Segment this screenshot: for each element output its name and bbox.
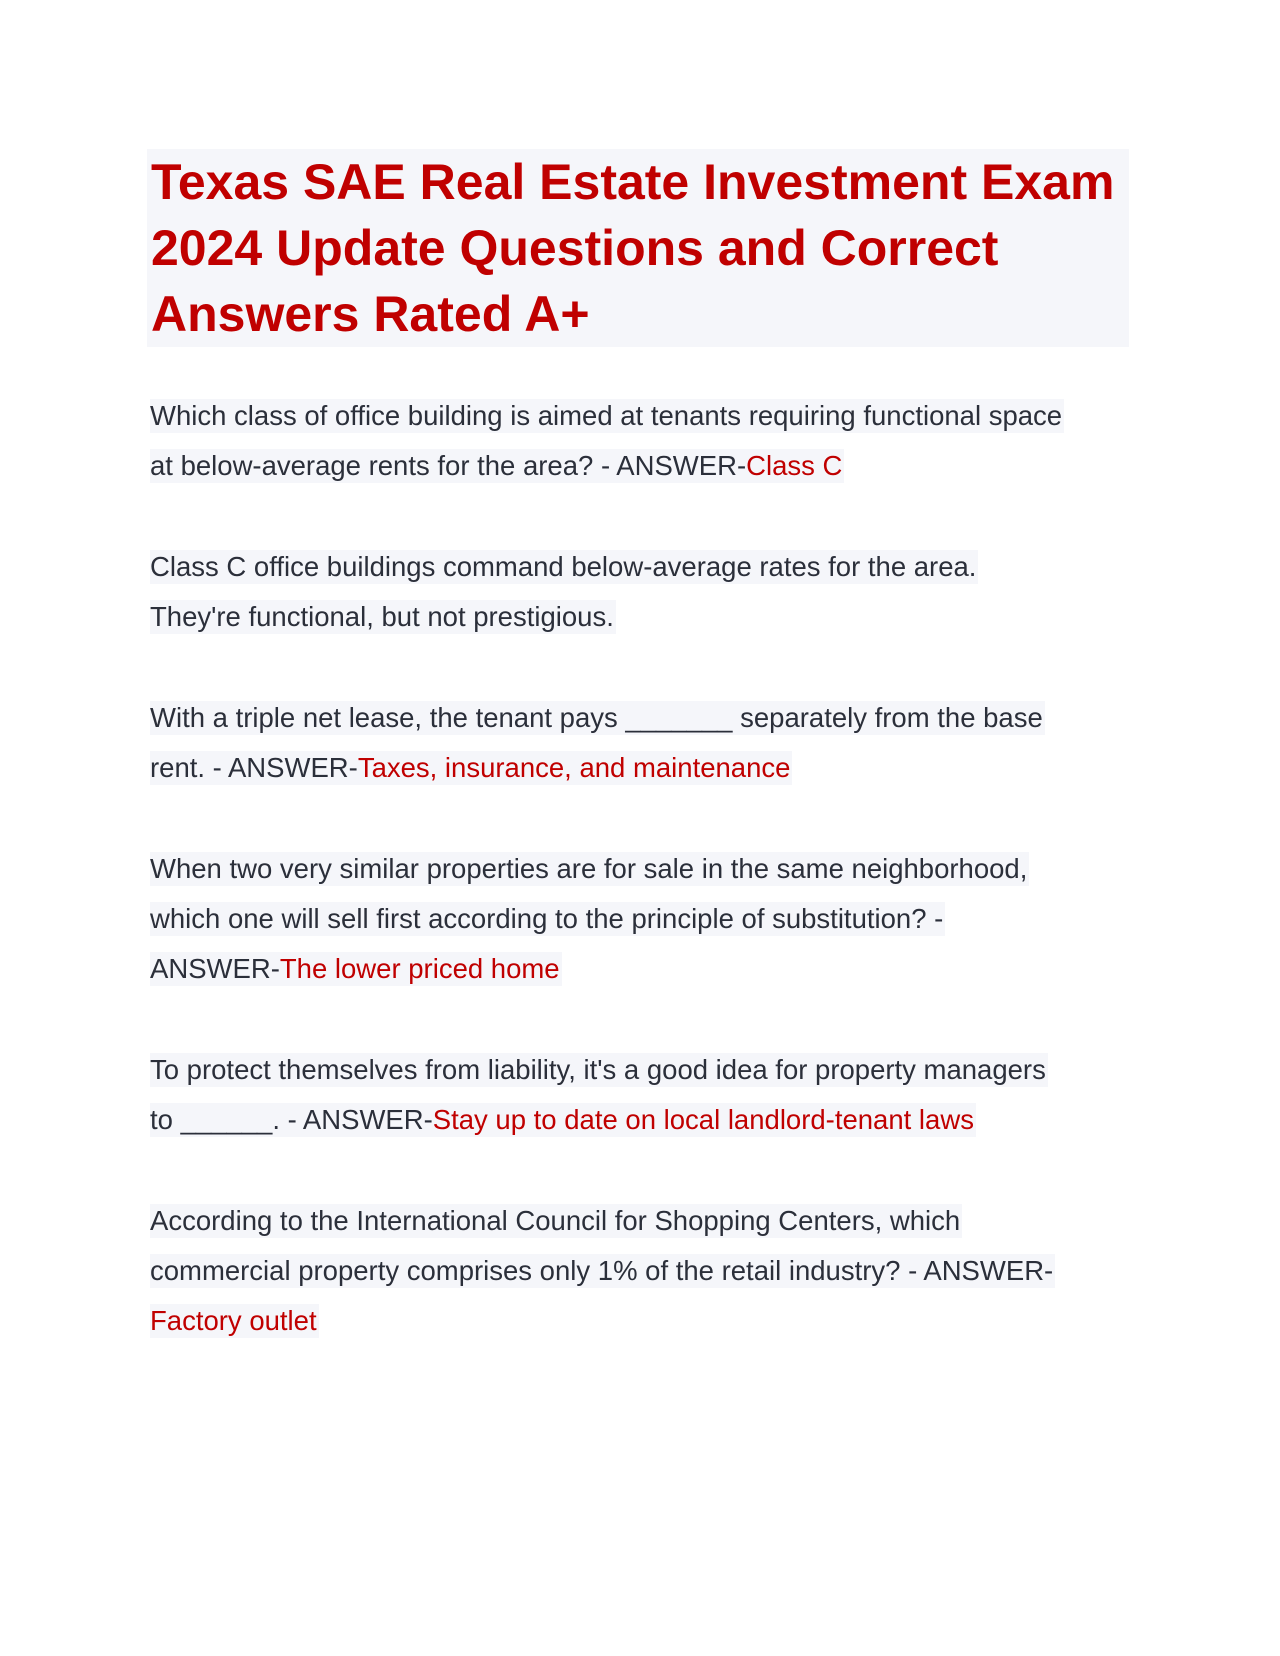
- question-2-line-2: [150, 751, 792, 785]
- explanation-line-1: [150, 550, 978, 584]
- question-text: commercial property comprises only 1% of the retail industry? - ANSWER-: [150, 1255, 1054, 1286]
- question-2-line-1: [150, 701, 1045, 735]
- question-3-line-1: [150, 852, 1029, 886]
- title-line-3: Answers Rated A+: [151, 286, 590, 342]
- question-1-line-2: [150, 449, 844, 483]
- title-line-1: Texas SAE Real Estate Investment Exam: [151, 154, 1115, 210]
- explanation-text: Class C office buildings command below-average rates for the area.: [150, 551, 977, 582]
- question-text: at below-average rents for the area? - ANSWER-: [150, 450, 747, 481]
- question-text: To protect themselves from liability, it's a good idea for property managers: [150, 1054, 1046, 1085]
- question-text: ANSWER-: [150, 953, 280, 984]
- explanation-text: They're functional, but not prestigious.: [150, 601, 614, 632]
- question-1-line-1: [150, 399, 1064, 433]
- question-3-line-2: [150, 902, 945, 936]
- question-5-line-3: [150, 1304, 319, 1338]
- title-line-2: 2024 Update Questions and Correct: [151, 220, 999, 276]
- answer-text: Stay up to date on local landlord-tenant laws: [432, 1104, 974, 1135]
- question-text: to ______. - ANSWER-: [150, 1104, 433, 1135]
- document-title: [147, 149, 1129, 347]
- question-text: Which class of office building is aimed at tenants requiring functional space: [150, 400, 1063, 431]
- explanation-line-2: [150, 600, 616, 634]
- answer-text: Class C: [746, 450, 843, 481]
- question-text: When two very similar properties are for sale in the same neighborhood,: [150, 853, 1028, 884]
- answer-text: Taxes, insurance, and maintenance: [357, 752, 791, 783]
- question-4-line-2: [150, 1103, 976, 1137]
- answer-text: The lower priced home: [279, 953, 560, 984]
- question-3-line-3: [150, 952, 562, 986]
- question-text: According to the International Council for Shopping Centers, which: [150, 1205, 961, 1236]
- question-text: rent. - ANSWER-: [150, 752, 358, 783]
- question-text: which one will sell first according to the principle of substitution? -: [150, 903, 944, 934]
- answer-text: Factory outlet: [150, 1305, 317, 1336]
- question-5-line-2: [150, 1254, 1055, 1288]
- question-5-line-1: [150, 1204, 962, 1238]
- question-4-line-1: [150, 1053, 1048, 1087]
- question-text: With a triple net lease, the tenant pays _______ separately from the base: [150, 702, 1043, 733]
